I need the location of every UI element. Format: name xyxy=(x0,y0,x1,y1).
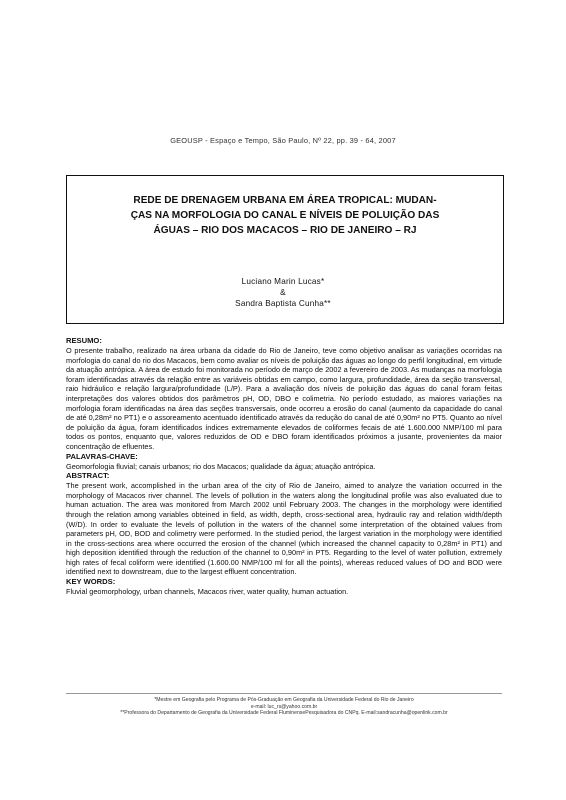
title-line-3: ÁGUAS – RIO DOS MACACOS – RIO DE JANEIRO – RJ xyxy=(153,225,417,236)
title-line-2: ÇAS NA MORFOLOGIA DO CANAL E NÍVEIS DE POLUIÇÃO DAS xyxy=(130,210,440,221)
article-title xyxy=(90,193,480,238)
footnote-divider xyxy=(66,693,502,694)
abstract-label: ABSTRACT: xyxy=(66,471,110,481)
keywords-label: KEY WORDS: xyxy=(66,577,116,587)
abstract-body xyxy=(66,336,502,597)
keywords-text: Fluvial geomorphology, urban channels, Macacos river, water quality, human actuation. xyxy=(66,587,349,597)
palavras-chave-label: PALAVRAS-CHAVE: xyxy=(66,451,138,461)
resumo-text: O presente trabalho, realizado na área urbana da cidade do Rio de Janeiro, teve como objetivo analisar as variações ocorridas na morfologia do canal do rio dos Macacos, bem como avaliar os níveis de poluição das águas ao longo do perfil longitudinal, em virtude da atuação antrópica. A área de estudo foi monitorada no período de março de 2002 a fevereiro de 2003. As mudanças na morfologia foram identificadas através da relação entre as variáveis obtidas em campo, como largura, profundidade, área da seção transversal, raio hidráulico e relação largura/profundidade (L/P). Para a avaliação dos níveis de poluição das águas do canal foram feitas interpretações dos valores obtidos dos parâmetros pH, OD, DBO e colimetria. No período estudado, as maiores variações na morfologia foram identificadas na área das seções transversais, onde ocorreu a erosão do canal (aumento da capacidade do canal de até 0,28m² no PT1) e o assoreamento acentuado identificado através da redução do canal de até 0,90m² no PT5. Quanto ao nível de poluição da água, foram identificados índices extremamente elevados de coliformes fecais de até 1.600.000 NMP/100 ml para todos os pontos, enquanto que, valores reduzidos de OD e DBO foram identificados próximos a jusante, provenientes da maior concentração de efluentes. xyxy=(66,346,502,451)
title-line-1: REDE DE DRENAGEM URBANA EM ÁREA TROPICAL: MUDAN- xyxy=(133,195,437,206)
author-2: Sandra Baptista Cunha** xyxy=(235,299,331,308)
author-1: Luciano Marin Lucas* xyxy=(241,277,325,286)
author-connector: & xyxy=(280,288,286,297)
footnote-1-email: e-mail: luc_rs@yahoo.com.br xyxy=(250,703,318,710)
footnote-2: **Professora do Departamento de Geografia da Universidade Federal FluminensePesquisadora do CNPq. E-mail:sandracunha@openlink.com.br xyxy=(120,710,448,717)
footnotes xyxy=(66,697,502,717)
abstract-text: The present work, accomplished in the urban area of the city of Rio de Janeiro, aimed to analyze the variation occurred in the morphology of Macacos river channel. The levels of pollution in the waters along the longitudinal profile was also evaluated due to human actuation. The area was monitored from March 2002 until February 2003. The changes in the morphology were identified through the relation among variables obteined in field, as width, depth, cross-sectional area, hydraulic ray and relation width/depth (W/D). In order to evaluate the levels of pollution in the waters of the channel some interpretation of the obtained values from parameters pH, OD, BOD and colimetry were performed. In the studied period, the largest variation in the morphology were identified in the cross-sections area where occurred the erosion of the channel (which increased the channel capacity to 0,28m² in PT1) and high deposition identified through the reduction of the channel to 0,90m² in PT5. Regarding to the level of water pollution, extremely high rates of fecal coliform were identified (1.600.00 NMP/100 ml for all the points), whereas reduced values of DO and BOD were identified next to downstream, due to the largest effluent concentration. xyxy=(66,481,502,577)
palavras-chave-text: Geomorfologia fluvial; canais urbanos; rio dos Macacos; qualidade da água; atuação antrópica. xyxy=(66,461,376,471)
journal-header: GEOUSP - Espaço e Tempo, São Paulo, Nº 22, pp. 39 - 64, 2007 xyxy=(170,136,396,145)
footnote-1: *Mestre em Geografia pelo Programa de Pós-Graduação em Geografia da Universidade Federal do Rio de Janeiro xyxy=(154,697,414,703)
resumo-label: RESUMO: xyxy=(66,336,102,345)
